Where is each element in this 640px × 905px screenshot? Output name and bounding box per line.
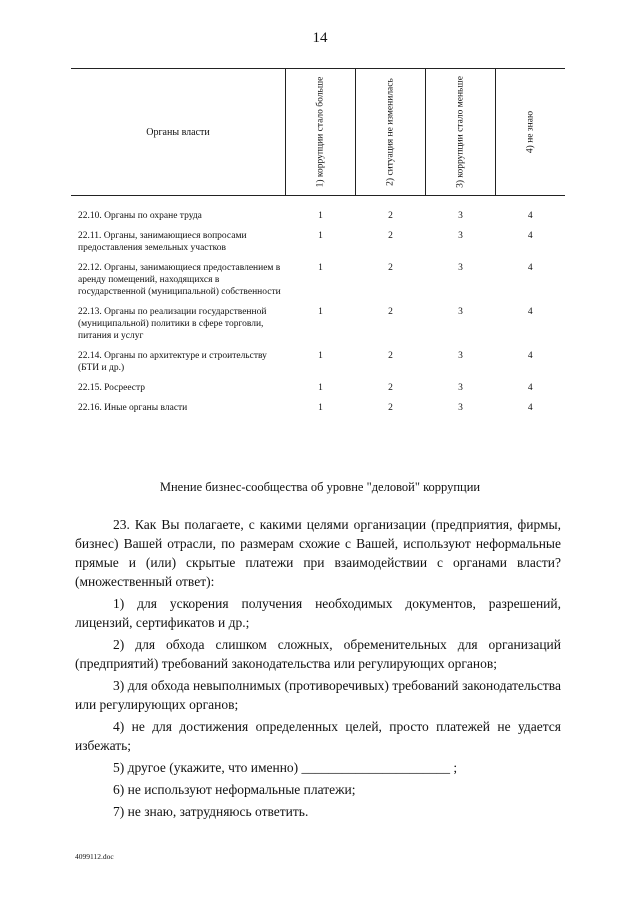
row-code: 1 (318, 351, 323, 361)
answer-option: 4) не для достижения определенных целей, просто платежей не удается избежать; (75, 719, 561, 753)
header-authority: Органы власти (71, 69, 286, 196)
row-label: 22.14. Органы по архитектуре и строительству (БТИ и др.) (78, 351, 267, 373)
question-block (75, 515, 561, 824)
row-code: 3 (458, 231, 463, 241)
table-row (71, 342, 565, 374)
answer-option: 6) не используют неформальные платежи; (113, 782, 356, 797)
row-code: 4 (527, 231, 533, 241)
row-code: 4 (527, 403, 533, 413)
table-row (71, 298, 565, 342)
row-code: 3 (458, 211, 463, 221)
answer-option: 2) для обхода слишком сложных, обременительных для организаций (предприятий) требований законодательства или регулирующих органов; (75, 637, 561, 671)
row-label: 22.12. Органы, занимающиеся предоставлением в аренду помещений, находящихся в государственной (муниципальной) собственности (78, 263, 281, 297)
row-code: 2 (388, 307, 393, 317)
row-code: 1 (318, 403, 323, 413)
row-code: 1 (318, 231, 323, 241)
row-code: 1 (318, 383, 323, 393)
table-row (71, 394, 565, 414)
row-code: 4 (527, 263, 533, 273)
header-option-1-text: 1) коррупции стало больше (315, 76, 325, 188)
section-heading: Мнение бизнес-сообщества об уровне "деловой" коррупции (159, 480, 481, 494)
row-label: 22.15. Росреестр (78, 383, 146, 393)
row-code: 1 (318, 263, 323, 273)
table-header-row (71, 69, 565, 196)
table-row (71, 374, 565, 394)
row-label: 22.11. Органы, занимающиеся вопросами предоставления земельных участков (78, 231, 247, 253)
authorities-table (71, 68, 565, 414)
row-code: 4 (527, 211, 533, 221)
answer-option: 3) для обхода невыполнимых (противоречивых) требований законодательства или регулирующих органов; (75, 678, 561, 712)
page-number: 14 (312, 30, 328, 46)
header-option-2-text: 2) ситуация не изменилась (385, 78, 395, 186)
row-code: 2 (388, 383, 393, 393)
header-option-4-text: 4) не знаю (525, 110, 535, 154)
header-option-1 (286, 69, 356, 196)
row-code: 3 (458, 307, 463, 317)
answer-option: 5) другое (укажите, что именно) ______________________ ; (113, 760, 458, 775)
row-code: 1 (318, 211, 323, 221)
header-option-4 (496, 69, 566, 196)
row-code: 3 (458, 263, 463, 273)
row-label: 22.13. Органы по реализации государственной (муниципальной) политики в сфере торговли, питания и услуг (78, 307, 267, 341)
table-row (71, 222, 565, 254)
table-row (71, 254, 565, 298)
row-code: 1 (318, 307, 323, 317)
row-code: 4 (527, 383, 533, 393)
row-code: 3 (458, 383, 463, 393)
row-code: 3 (458, 351, 463, 361)
header-option-3 (426, 69, 496, 196)
answer-option: 7) не знаю, затрудняюсь ответить. (113, 804, 309, 819)
row-label: 22.10. Органы по охране труда (78, 211, 202, 221)
row-code: 3 (458, 403, 463, 413)
header-option-3-text: 3) коррупции стало меньше (455, 76, 465, 188)
row-code: 2 (388, 351, 393, 361)
table-row (71, 196, 565, 223)
header-option-2 (356, 69, 426, 196)
answer-option: 1) для ускорения получения необходимых документов, разрешений, лицензий, сертификатов и др.; (75, 596, 561, 630)
row-label: 22.16. Иные органы власти (78, 403, 188, 413)
row-code: 4 (527, 307, 533, 317)
row-code: 2 (388, 211, 393, 221)
question-text: 23. Как Вы полагаете, с какими целями организации (предприятия, фирмы, бизнес) Вашей отрасли, по размерам схожие с Вашей, используют неформальные прямые и (или) скрытые платежи при взаимодействии с органами власти? (множественный ответ): (75, 517, 561, 589)
row-code: 2 (388, 403, 393, 413)
row-code: 2 (388, 231, 393, 241)
row-code: 2 (388, 263, 393, 273)
row-code: 4 (527, 351, 533, 361)
footer-filename: 4099112.doc (75, 852, 114, 861)
